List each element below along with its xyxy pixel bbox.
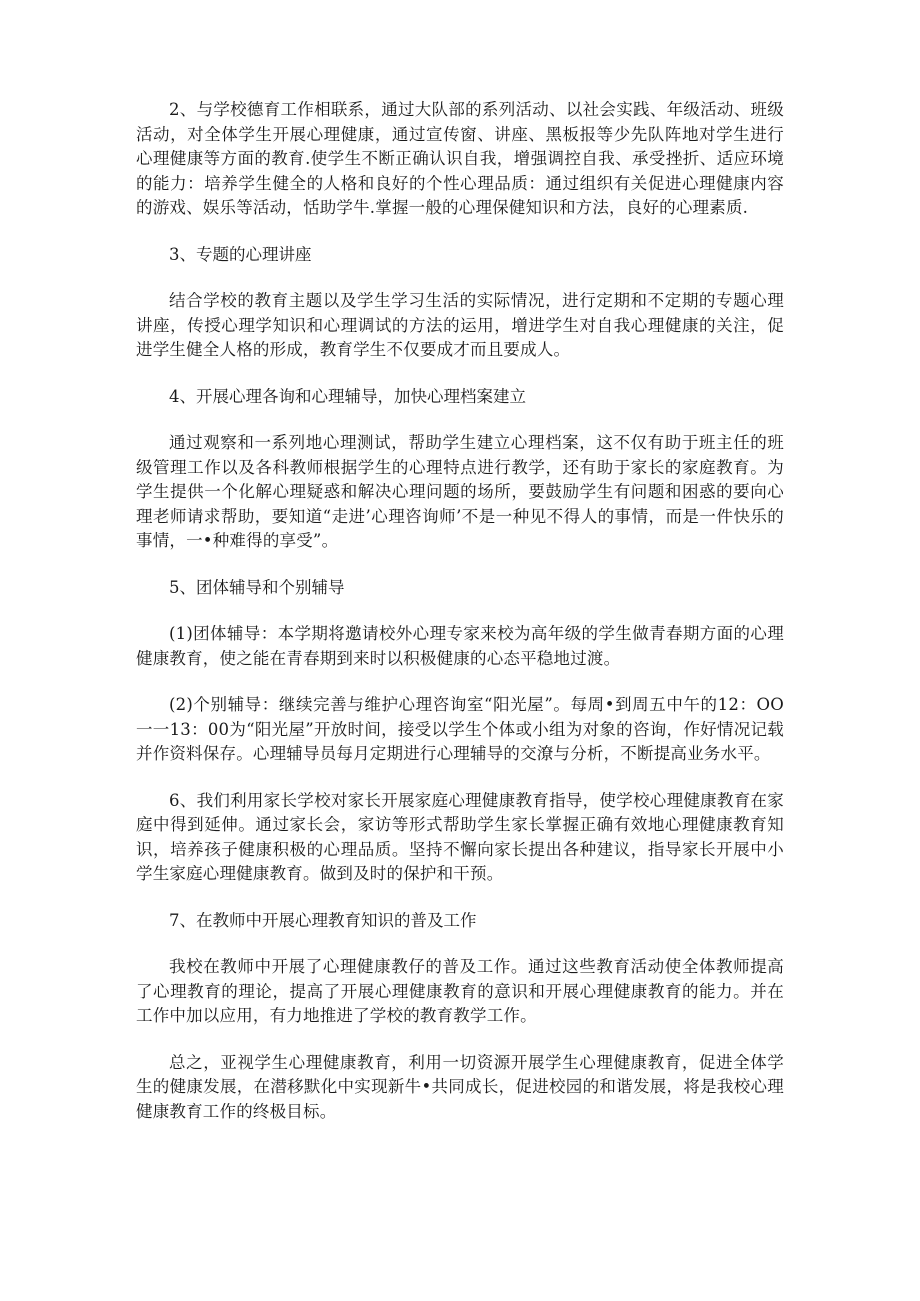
paragraph-5-individual: (2)个别辅导：继续完善与维护心理咨询室“阳光屋”。每周•到周五中午的12：OO一一13：00为“阳光屋”开放时间，接受以学生个体或小组为对象的咨询，作好情况记载并作资料保存。心理辅导员每月定期进行心理辅导的交潦与分析，不断提高业务水平。 <box>136 695 784 763</box>
heading-5-group-individual: 5、团体辅导和个别辅导 <box>169 577 345 597</box>
document-body <box>136 98 784 1124</box>
paragraph-2-moral-education: 2、与学校德育工作相联系，通过大队部的系列活动、以社会实践、年级活动、班级活动，对全体学生开展心理健康，通过宣传窗、讲座、黑板报等少先队阵地对学生进行心理健康等方面的教育.使学生不断正确认识自我，增强调控自我、承受挫折、适应环境的能力：培养学生健全的人格和良好的个性心理品质：通过组织有关促进心理健康内容的游戏、娱乐等活动，恬助学牛.掌握一般的心理保健知识和方法，良好的心理素质. <box>136 100 784 217</box>
paragraph-conclusion: 总之，亚视学生心理健康教育，利用一切资源开展学生心理健康教育，促进全体学生的健康发展，在潜移默化中实现新牛•共同成长，促进校园的和谐发展，将是我校心理健康教育工作的终极目标。 <box>136 1052 784 1121</box>
paragraph-3-lectures: 结合学校的教育主题以及学生学习生活的实际情况，进行定期和不定期的专题心理讲座，传授心理学知识和心理调试的方法的运用，增进学生对自我心理健康的关注，促进学生健全人格的形成，教育学生不仅要成才而且要成人。 <box>136 291 784 359</box>
paragraph-4-counseling: 通过观察和一系列地心理测试，帮助学生建立心理档案，这不仅有助于班主任的班级管理工作以及各科教师根据学生的心理特点进行教学，还有助于家长的家庭教育。为学生提供一个化解心理疑惑和解决心理问题的场所，要鼓励学生有问题和困惑的要向心理老师请求帮助，要知道“走进’心理咨询师’不是一种见不得人的事情，而是一件快乐的事情，一•种难得的享受”。 <box>136 433 784 550</box>
paragraph-5-group: (1)团体辅导：本学期将邀请校外心理专家来校为高年级的学生做青春期方面的心理健康教育，使之能在青春期到来时以积极健康的心态平稳地过渡。 <box>136 624 784 668</box>
paragraph-7-teachers: 我校在教师中开展了心理健康教仔的普及工作。通过这些教育活动使全体教师提高了心理教育的理论，提高了开展心理健康教育的意识和开展心理健康教育的能力。并在工作中加以应用，有力地推进了学校的教育教学工作。 <box>136 957 784 1025</box>
paragraph-6-parents: 6、我们利用家长学校对家长开展家庭心理健康教育指导，使学校心理健康教育在家庭中得到延伸。通过家长会，家访等形式帮助学生家长掌握正确有效地心理健康教育知识，培养孩子健康积极的心理品质。坚持不懈向家长提出各种建议，指导家长开展中小学生家庭心理健康教育。做到及时的保护和干预。 <box>136 790 784 883</box>
heading-3-lectures: 3、专题的心理讲座 <box>169 244 312 264</box>
heading-7-teachers: 7、在教师中开展心理教育知识的普及工作 <box>169 910 477 930</box>
heading-4-counseling: 4、开展心理各询和心理辅导，加快心理档案建立 <box>169 386 526 406</box>
